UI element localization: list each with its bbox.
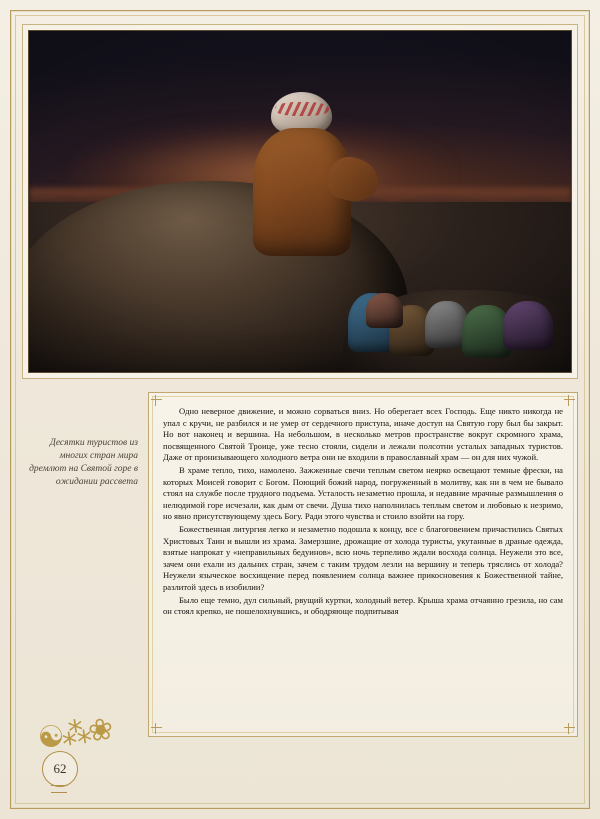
wheat-ears-icon: ☯⁂❀	[35, 712, 113, 756]
photo-seated-man	[246, 92, 360, 256]
photo-caption: Десятки туристов из многих стран мира дремлют на Святой горе в ожидании рассвета	[29, 438, 138, 487]
photo-tourist	[503, 301, 553, 350]
page-number-underline	[51, 785, 67, 793]
ornament-corner-icon	[150, 394, 163, 407]
article-paragraph: В храме тепло, тихо, намолено. Зажженные свечи теплым светом неярко освещают темные фрески, на которых Моисей говорит с Богом. Поющий божий народ, погруженный в молитву, как ни в чем не бывало стоял на службе после трудного подъема. Усталость незаметно прошла, и недавние мрачные размышления о нелюдимой горе исчезали, как дым от свечи. Душа тихо наполнилась теплым светом и любовью к незримо, но явно присутствующему здесь Богу. Ради этого чувства и стоило взойти на гору.	[163, 464, 563, 522]
ornament-corner-icon	[563, 394, 576, 407]
article-paragraph: Было еще темно, дул сильный, рвущий куртки, холодный ветер. Крыша храма отчаянно грезила, но сам он стоял крепко, не пошелохнувшись, и ободряюще подпитывая	[163, 594, 563, 617]
article-paragraph: Божественная литургия легко и незаметно подошла к концу, все с благоговением причастились Святых Христовых Таин и вышли из храма. Замерзшие, дрожащие от холода туристы, укутанные в драные одежда, взятые напрокат у «неправильных бедуинов», всю ночь терпеливо ждали восхода солнца. Неужели это все, зачем они ехали из дальних стран, зачем с таким трудом лезли на вершину и теперь тряслись от холода? Неужели языческое восхищение перед появлением солнца важнее прикосновения к Божественной тайне, разлитой здесь в изобилии?	[163, 523, 563, 592]
night-mountain-pilgrims-photo	[28, 30, 572, 373]
page-footer-ornament	[34, 712, 113, 783]
photo-tourist	[366, 293, 402, 328]
ornament-corner-icon	[150, 722, 163, 735]
ornament-corner-icon	[563, 722, 576, 735]
article-text-panel	[148, 392, 578, 737]
article-paragraph: Одно неверное движение, и можно сорваться вниз. Но оберегает всех Господь. Еще никто никогда не упал с кручи, не разбился и не умер от сердечного приступа, иначе доступ на Святую гору был бы закрыт. Но вот наконец и вершина. На небольшом, в несколько метров пространстве вокруг скромного храма, посвященного Святой Троице, уже тесно стояли, сидели и лежали полсотни усталых западных туристов. Даже от пронизывающего холодного ветра они не входили в православный храм — он для них чужой.	[163, 406, 563, 463]
photo-tourist-group	[343, 256, 571, 358]
page-number: 62	[42, 751, 78, 787]
photo-frame	[22, 24, 578, 379]
article-body	[163, 406, 563, 618]
